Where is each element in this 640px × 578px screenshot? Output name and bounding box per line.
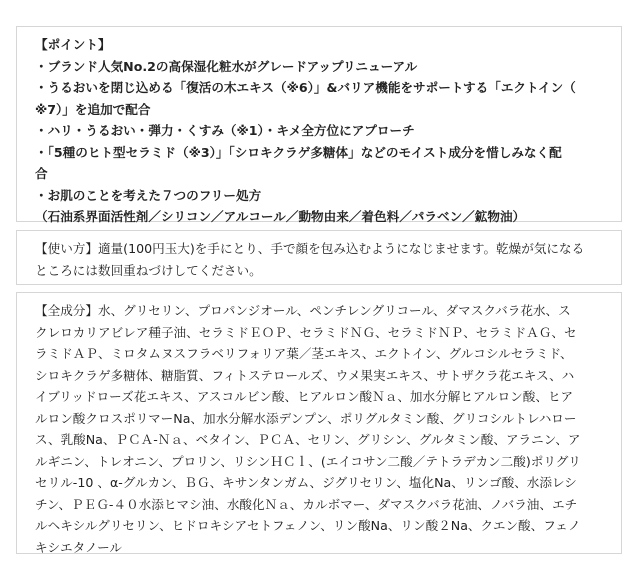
ingredients-line: ルロン酸クロスポリマーNa、加水分解水添デンプン、ポリグルタミン酸、グリコシルトレハロー: [35, 410, 577, 426]
usage-line: 【使い方】適量(100円玉大)を手にとり、手で顔を包み込むようになじませます。乾燥が気になる: [35, 241, 585, 256]
ingredients-line: ルヘキシルグリセリン、ヒドロキシアセトフェノン、リン酸Na、リン酸２Na、クエン酸、フェノ: [35, 518, 581, 533]
ingredients-line: キシエタノール: [35, 539, 123, 555]
points-line: （石油系界面活性剤／シリコン／アルコール／動物由来／着色料／パラベン／鉱物油）: [35, 209, 526, 224]
ingredients-line: ス、乳酸Na、ＰＣＡ-Ｎａ、ベタイン、ＰＣＡ、セリン、グリシン、グルタミン酸、アラニン、ア: [35, 432, 581, 447]
ingredients-panel: [16, 292, 622, 554]
points-line: ※7）」を追加で配合: [35, 101, 151, 117]
ingredients-line: シロキクラゲ多糖体、糖脂質、フィトステロールズ、ウメ果実エキス、サトザクラ花エキス、ハ: [35, 367, 575, 383]
ingredients-line: ラミドＡＰ、ミロタムヌスフラベリフォリア葉／茎エキス、エクトイン、グルコシルセラミド、: [35, 346, 573, 361]
ingredients-line: 【全成分】水、グリセリン、プロパンジオール、ペンチレングリコール、ダマスクバラ花水、ス: [35, 303, 571, 318]
ingredients-line: クレロカリアビレア種子油、セラミドＥＯＰ、セラミドＮＧ、セラミドＮＰ、セラミドＡＧ、セ: [35, 324, 577, 340]
ingredients-line: ルギニン、トレオニン、プロリン、リシンＨＣｌ、(エイコサン二酸／テトラデカン二酸)ポリグリ: [35, 453, 581, 469]
points-line: ・「5種のヒト型セラミド（※3）」「シロキクラゲ多糖体」などのモイスト成分を惜しみなく配: [35, 144, 562, 160]
points-line: ・ブランド人気No.2の高保湿化粧水がグレードアップリニューアル: [35, 58, 418, 74]
usage-line: ところには数回重ねづけしてください。: [35, 262, 262, 278]
ingredients-line: チン、ＰＥＧ-４０水添ヒマシ油、水酸化Ｎａ、カルボマー、ダマスクバラ花油、ノバラ油、エチ: [35, 496, 578, 512]
points-line: ・ハリ・うるおい・弾力・くすみ（※1）・キメ全方位にアプローチ: [35, 123, 415, 138]
points-line: 合: [35, 166, 48, 181]
ingredients-line: セリル-10 、α-グルカン、ＢＧ、キサンタンガム、ジグリセリン、塩化Na、リンゴ酸、水添レシ: [35, 475, 577, 490]
points-heading: 【ポイント】: [35, 37, 111, 52]
points-line: ・うるおいを閉じ込める「復活の木エキス（※6）」&バリア機能をサポートする「エクトイン（: [35, 80, 576, 95]
points-panel: [16, 26, 622, 222]
usage-panel: [16, 230, 622, 285]
points-line: ・お肌のことを考えた７つのフリー処方: [35, 187, 262, 203]
ingredients-line: イブリッドローズ花エキス、アスコルビン酸、ヒアルロン酸Ｎａ、加水分解ヒアルロン酸、ヒア: [35, 389, 574, 404]
